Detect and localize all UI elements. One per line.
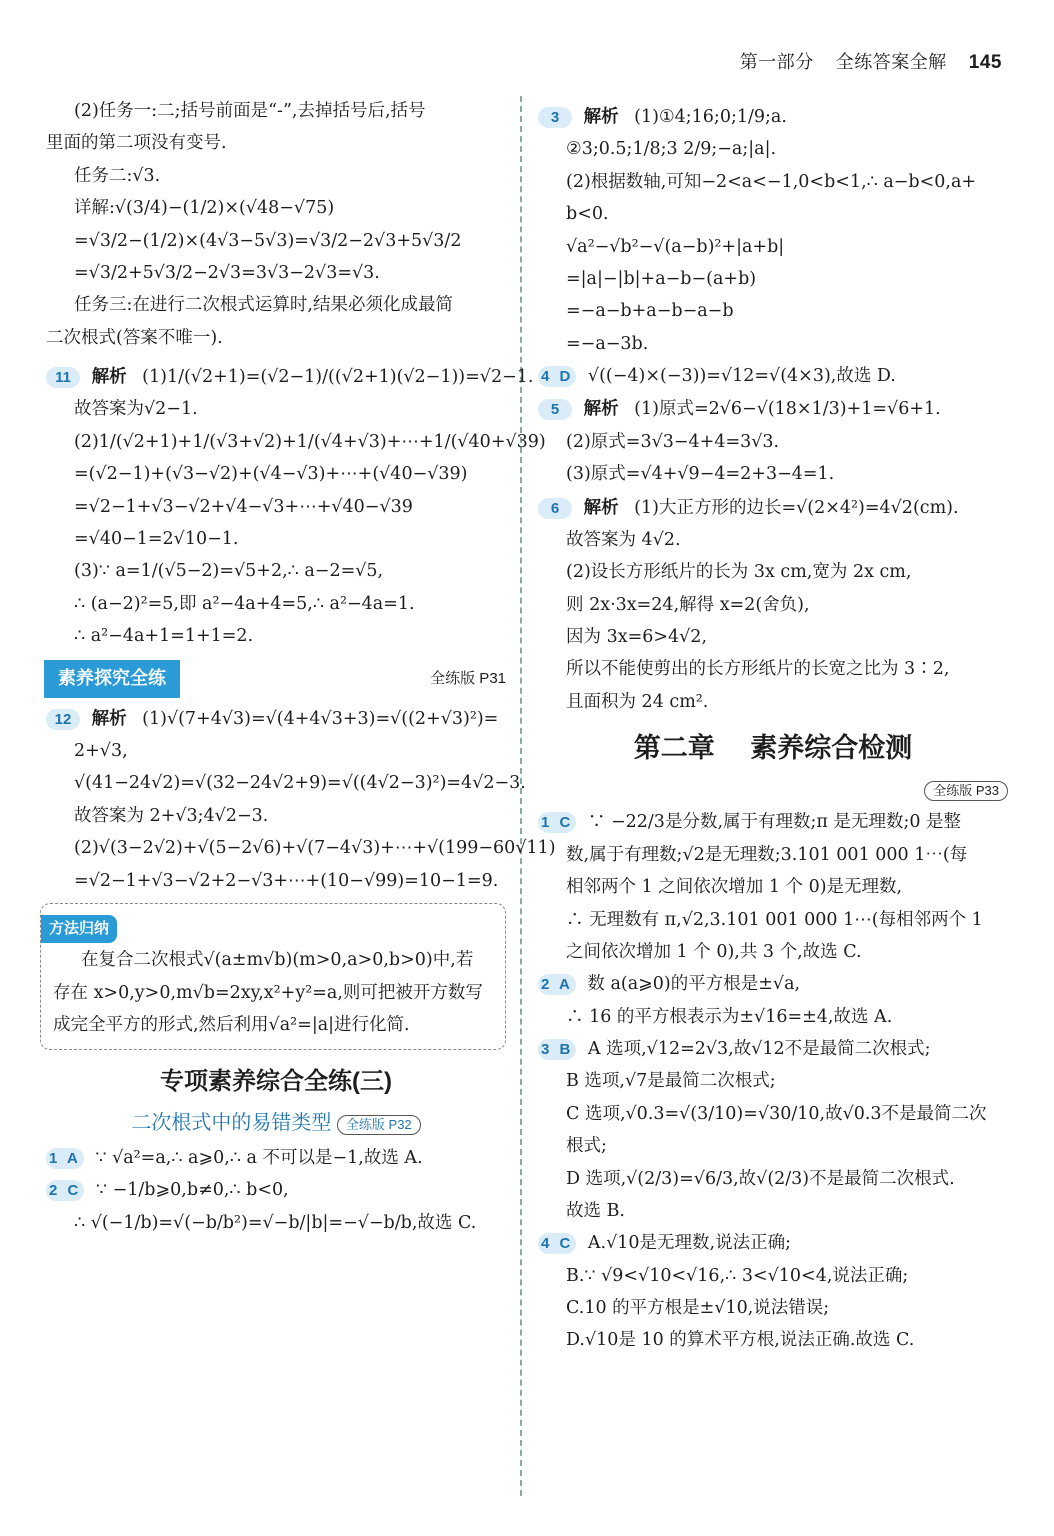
answer-badge: 2 A (538, 974, 576, 995)
text-line: (2)√(3−2√2)+√(5−2√6)+√(7−4√3)+⋯+√(199−60√11) (74, 838, 556, 859)
text-line: 所以不能使剪出的长方形纸片的长宽之比为 3∶2, (566, 659, 950, 680)
text-line: =−a−b+a−b−a−b (566, 301, 734, 322)
text-line: (3)原式=√4+√9−4=2+3−4=1. (566, 464, 835, 485)
text-line: 相邻两个 1 之间依次增加 1 个 0)是无理数, (566, 877, 903, 898)
question-3 (538, 100, 1008, 133)
text-line: =(√2−1)+(√3−√2)+(√4−√3)+⋯+(√40−√39) (74, 464, 468, 485)
text-line: (1)大正方形的边长=√(2×4²)=4√2(cm). (634, 497, 959, 518)
answer-badge: 3 B (538, 1039, 576, 1060)
chapter-answer-3 (538, 1033, 1008, 1065)
text-line: D 选项,√(2/3)=√6/3,故√(2/3)不是最简二次根式. (566, 1168, 955, 1189)
text-line: 成完全平方的形式,然后利用√a²=|a|进行化简. (53, 1015, 410, 1036)
text-line: =−a−3b. (566, 333, 649, 354)
text-line: 故选 B. (566, 1200, 625, 1221)
chapter-answer-2 (538, 968, 1008, 1000)
text-line: 故答案为 2+√3;4√2−3. (74, 805, 269, 826)
text-line: (1)①4;16;0;1/9;a. (634, 107, 787, 127)
question-6 (538, 491, 1008, 524)
method-summary-box (40, 903, 506, 1051)
text-line: 2+√3, (74, 741, 128, 762)
analysis-label: 解析 (91, 707, 127, 728)
text-line: b<0. (566, 204, 609, 225)
text-line: ∴ (a−2)²=5,即 a²−4a+4=5,∴ a²−4a=1. (74, 593, 415, 614)
answer-badge: 4 C (538, 1233, 576, 1254)
question-number-badge: 6 (538, 498, 572, 519)
chapter-title (538, 724, 1008, 774)
page-reference: 全练版 P32 (337, 1115, 421, 1135)
text-line: D.√10是 10 的算术平方根,说法正确.故选 C. (566, 1330, 915, 1351)
text-line: ∵ √a²=a,∴ a⩾0,∴ a 不可以是−1,故选 A. (95, 1147, 423, 1168)
text-line: 则 2x·3x=24,解得 x=2(舍负), (566, 594, 810, 615)
chapter-name: 素养综合检测 (750, 733, 913, 764)
text-line: =√40−1=2√10−1. (74, 528, 239, 549)
text-line: ∴ 无理数有 π,√2,3.101 001 000 1⋯(每相邻两个 1 (566, 909, 983, 930)
question-number-badge: 12 (46, 709, 80, 730)
text-line: 且面积为 24 cm². (566, 691, 709, 712)
text-line: ②3;0.5;1/8;3 2/9;−a;|a|. (566, 139, 777, 160)
text-line: =√2−1+√3−√2+2−√3+⋯+(10−√99)=10−1=9. (74, 870, 499, 891)
text-line: (1)1/(√2+1)=(√2−1)/((√2+1)(√2−1))=√2−1. (142, 367, 534, 387)
chapter-number: 第二章 (633, 733, 715, 764)
question-5 (538, 392, 1008, 425)
question-number-badge: 5 (538, 399, 572, 420)
analysis-label: 解析 (91, 366, 127, 386)
section-subtitle-text: 二次根式中的易错类型 (131, 1111, 332, 1134)
question-12 (46, 702, 506, 735)
chapter-answer-1 (538, 806, 1008, 838)
page-reference: 全练版 P33 (924, 781, 1008, 801)
answer-badge: 2 C (46, 1180, 84, 1201)
page-header (740, 48, 1002, 74)
text-line: (2)根据数轴,可知−2<a<−1,0<b<1,∴ a−b<0,a+ (566, 171, 977, 192)
answer-badge: 4 D (538, 366, 576, 387)
text-line: A 选项,√12=2√3,故√12不是最简二次根式; (587, 1039, 931, 1060)
text-line: 任务二:√3. (74, 165, 161, 186)
text-line: (3)∵ a=1/(√5−2)=√5+2,∴ a−2=√5, (74, 561, 384, 582)
method-tag: 方法归纳 (41, 915, 117, 943)
question-4 (538, 360, 1008, 392)
text-line: 详解:√(3/4)−(1/2)×(√48−√75) (74, 198, 335, 219)
answer-badge: 1 A (46, 1148, 84, 1169)
text-line: ∵ −1/b⩾0,b≠0,∴ b<0, (95, 1180, 289, 1201)
text-line: √(41−24√2)=√(32−24√2+9)=√((4√2−3)²)=4√2−3. (74, 773, 526, 794)
answer-badge: 1 C (538, 812, 576, 833)
section-title: 专项素养综合全练(三) (160, 1068, 392, 1096)
text-line: 任务三:在进行二次根式运算时,结果必须化成最简 (74, 295, 453, 316)
text-line: (2)1/(√2+1)+1/(√3+√2)+1/(√4+√3)+⋯+1/(√40+√39) (74, 431, 546, 452)
text-line: B.∵ √9<√10<√16,∴ 3<√10<4,说法正确; (566, 1265, 909, 1286)
header-part: 第一部分 (739, 52, 814, 72)
section-subtitle (46, 1105, 506, 1142)
text-line: ∴ a²−4a+1=1+1=2. (74, 626, 254, 646)
text-line: ∴ √(−1/b)=√(−b/b²)=√−b/|b|=−√−b/b,故选 C. (74, 1212, 477, 1233)
text-line: √a²−√b²−√(a−b)²+|a+b| (566, 236, 785, 257)
question-11 (46, 360, 534, 393)
answer-2 (46, 1174, 506, 1206)
text-line: =|a|−|b|+a−b−(a+b) (566, 268, 757, 289)
text-line: (2)设长方形纸片的长为 3x cm,宽为 2x cm, (566, 562, 912, 583)
text-line: B 选项,√7是最简二次根式; (566, 1071, 776, 1092)
section-banner-row (46, 660, 506, 697)
text-line: (1)√(7+4√3)=√(4+4√3+3)=√((2+√3)²)= (142, 708, 499, 729)
text-line: 因为 3x=6>4√2, (566, 627, 708, 647)
text-line: =√3/2−(1/2)×(4√3−5√3)=√3/2−2√3+5√3/2 (74, 230, 462, 251)
chapter-reference-row (538, 774, 1008, 806)
page-number: 145 (968, 52, 1002, 73)
text-line: 数,属于有理数;√2是无理数;3.101 001 000 1⋯(每 (566, 844, 968, 865)
left-column (46, 95, 556, 1239)
text-line: C 选项,√0.3=√(3/10)=√30/10,故√0.3不是最简二次 (566, 1103, 987, 1124)
text-line: 里面的第二项没有变号. (46, 133, 227, 154)
text-line: 存在 x>0,y>0,m√b=2xy,x²+y²=a,则可把被开方数写 (53, 982, 483, 1003)
header-book: 全练答案全解 (835, 52, 947, 72)
text-line: ∵ −22/3是分数,属于有理数;π 是无理数;0 是整 (587, 812, 962, 833)
text-line: 根式; (566, 1136, 607, 1157)
text-line: 二次根式(答案不唯一). (46, 327, 223, 348)
text-line: √((−4)×(−3))=√12=√(4×3),故选 D. (587, 366, 896, 386)
chapter-answer-4 (538, 1227, 1008, 1259)
text-line: =√2−1+√3−√2+√4−√3+⋯+√40−√39 (74, 496, 413, 517)
right-column (538, 100, 1008, 1357)
text-line: 数 a(a⩾0)的平方根是±√a, (587, 974, 801, 995)
text-line: 故答案为 4√2. (566, 529, 681, 550)
question-number-badge: 3 (538, 107, 572, 128)
text-line: (2)原式=3√3−4+4=3√3. (566, 431, 780, 452)
question-number-badge: 11 (46, 367, 80, 388)
text-line: (2)任务一:二;括号前面是“-”,去掉括号后,括号 (74, 101, 426, 121)
section-banner: 素养探究全练 (44, 660, 180, 697)
analysis-label: 解析 (583, 106, 619, 126)
text-line: 在复合二次根式√(a±m√b)(m>0,a>0,b>0)中,若 (81, 950, 474, 971)
page-reference: 全练版 P31 (430, 670, 506, 688)
analysis-label: 解析 (583, 398, 619, 419)
analysis-label: 解析 (583, 496, 619, 517)
text-line: =√3/2+5√3/2−2√3=3√3−2√3=√3. (74, 262, 380, 283)
text-line: 之间依次增加 1 个 0),共 3 个,故选 C. (566, 941, 862, 962)
text-line: A.√10是无理数,说法正确; (587, 1233, 791, 1254)
text-line: ∴ 16 的平方根表示为±√16=±4,故选 A. (566, 1006, 893, 1027)
text-line: C.10 的平方根是±√10,说法错误; (566, 1298, 830, 1319)
text-line: (1)原式=2√6−√(18×1/3)+1=√6+1. (634, 399, 941, 420)
answer-1 (46, 1142, 506, 1174)
text-line: 故答案为√2−1. (74, 399, 198, 420)
